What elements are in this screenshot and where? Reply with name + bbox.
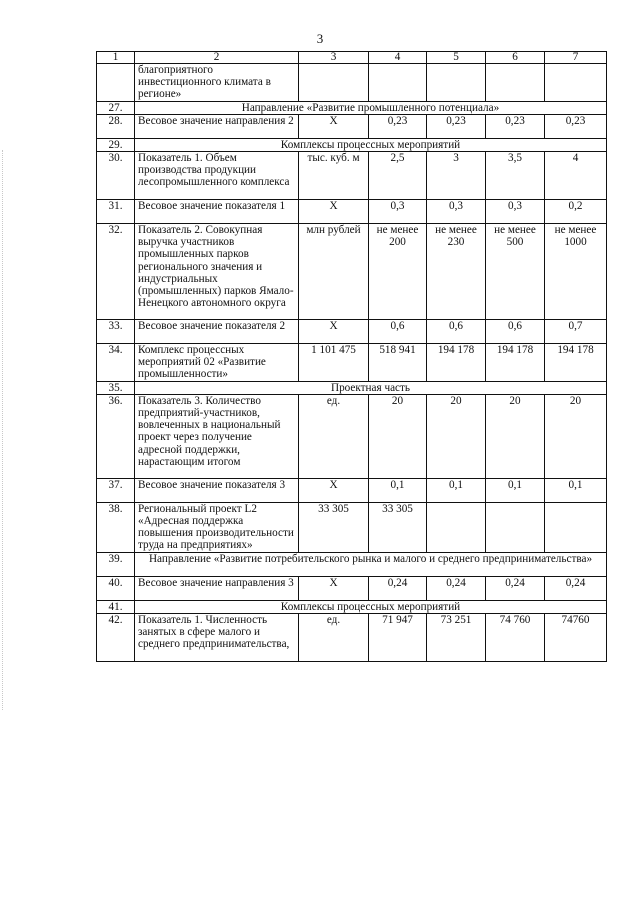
value-cell: 3,5 xyxy=(486,152,545,200)
value-cell: 0,6 xyxy=(486,320,545,344)
value-cell: 0,1 xyxy=(369,478,427,502)
section-heading: Комплексы процессных мероприятий xyxy=(135,600,607,613)
value-cell: 20 xyxy=(486,394,545,478)
value-cell: 20 xyxy=(369,394,427,478)
row-number: 36. xyxy=(97,394,135,478)
value-cell: не менее 500 xyxy=(486,224,545,320)
table-row xyxy=(97,320,607,344)
indicator-name-cell: Комплекс процессных мероприятий 02 «Развитие промышленности» xyxy=(135,344,299,382)
section-row xyxy=(97,600,607,613)
unit-cell: млн рублей xyxy=(299,224,369,320)
header-cell: 7 xyxy=(545,52,607,64)
value-cell xyxy=(486,64,545,102)
header-cell: 2 xyxy=(135,52,299,64)
header-cell: 3 xyxy=(299,52,369,64)
row-number: 38. xyxy=(97,502,135,552)
unit-cell: ед. xyxy=(299,394,369,478)
row-number: 33. xyxy=(97,320,135,344)
value-cell: 0,24 xyxy=(427,576,486,600)
value-cell: 0,6 xyxy=(427,320,486,344)
value-cell: 194 178 xyxy=(545,344,607,382)
row-number: 28. xyxy=(97,114,135,138)
row-number: 41. xyxy=(97,600,135,613)
value-cell: не менее 230 xyxy=(427,224,486,320)
unit-cell: 33 305 xyxy=(299,502,369,552)
indicator-name-cell: Показатель 1. Объем производства продукции лесопромышленного комплекса xyxy=(135,152,299,200)
value-cell: 2,5 xyxy=(369,152,427,200)
row-number xyxy=(97,64,135,102)
row-number: 35. xyxy=(97,381,135,394)
table-row xyxy=(97,224,607,320)
value-cell: не менее 1000 xyxy=(545,224,607,320)
value-cell: 74 760 xyxy=(486,613,545,661)
table-row xyxy=(97,344,607,382)
value-cell: 0,3 xyxy=(486,200,545,224)
value-cell xyxy=(486,502,545,552)
unit-cell: X xyxy=(299,478,369,502)
row-number: 42. xyxy=(97,613,135,661)
value-cell: 0,7 xyxy=(545,320,607,344)
value-cell: 0,23 xyxy=(369,114,427,138)
table-row xyxy=(97,152,607,200)
row-number: 40. xyxy=(97,576,135,600)
row-number: 30. xyxy=(97,152,135,200)
margin-marks xyxy=(2,150,9,710)
section-row xyxy=(97,552,607,576)
section-heading: Направление «Развитие потребительского рынка и малого и среднего предпринимательства» xyxy=(135,552,607,576)
value-cell: 0,23 xyxy=(545,114,607,138)
value-cell: 0,24 xyxy=(545,576,607,600)
value-cell xyxy=(369,64,427,102)
indicator-name-cell: Весовое значение показателя 3 xyxy=(135,478,299,502)
row-number: 32. xyxy=(97,224,135,320)
section-row xyxy=(97,138,607,151)
indicator-name-cell: Весовое значение показателя 1 xyxy=(135,200,299,224)
header-cell: 4 xyxy=(369,52,427,64)
table-row xyxy=(97,478,607,502)
unit-cell: ед. xyxy=(299,613,369,661)
indicator-name-cell: Показатель 2. Совокупная выручка участников промышленных парков регионального значения и индустриальных (промышленных) парков Ямало-Ненецкого автономного округа xyxy=(135,224,299,320)
value-cell xyxy=(545,502,607,552)
unit-cell: 1 101 475 xyxy=(299,344,369,382)
value-cell: 20 xyxy=(427,394,486,478)
indicator-name-cell: Показатель 3. Количество предприятий-участников, вовлеченных в национальный проект через получение адресной поддержки, нарастающим итогом xyxy=(135,394,299,478)
row-number: 37. xyxy=(97,478,135,502)
value-cell xyxy=(427,64,486,102)
table-row xyxy=(97,64,607,102)
value-cell: 0,1 xyxy=(486,478,545,502)
value-cell: 0,3 xyxy=(427,200,486,224)
indicator-name-cell: Весовое значение направления 3 xyxy=(135,576,299,600)
header-cell: 5 xyxy=(427,52,486,64)
unit-cell: тыс. куб. м xyxy=(299,152,369,200)
value-cell: 74760 xyxy=(545,613,607,661)
row-number: 31. xyxy=(97,200,135,224)
value-cell: 0,24 xyxy=(369,576,427,600)
value-cell: 0,23 xyxy=(427,114,486,138)
value-cell: 0,2 xyxy=(545,200,607,224)
value-cell: 0,24 xyxy=(486,576,545,600)
table-row xyxy=(97,502,607,552)
unit-cell: X xyxy=(299,320,369,344)
unit-cell xyxy=(299,64,369,102)
header-row xyxy=(97,52,607,64)
value-cell: 194 178 xyxy=(427,344,486,382)
section-row xyxy=(97,381,607,394)
header-cell: 6 xyxy=(486,52,545,64)
value-cell: 71 947 xyxy=(369,613,427,661)
table-row xyxy=(97,200,607,224)
indicator-name-cell: Весовое значение направления 2 xyxy=(135,114,299,138)
value-cell: 0,1 xyxy=(545,478,607,502)
data-table xyxy=(96,51,607,662)
value-cell: не менее 200 xyxy=(369,224,427,320)
table-row xyxy=(97,394,607,478)
row-number: 34. xyxy=(97,344,135,382)
table-row xyxy=(97,613,607,661)
indicator-name-cell: благоприятного инвестиционного климата в регионе» xyxy=(135,64,299,102)
section-heading: Проектная часть xyxy=(135,381,607,394)
section-heading: Направление «Развитие промышленного потенциала» xyxy=(135,101,607,114)
table-row xyxy=(97,114,607,138)
value-cell xyxy=(545,64,607,102)
indicator-name-cell: Региональный проект L2 «Адресная поддержка повышения производительности труда на предприятиях» xyxy=(135,502,299,552)
value-cell: 33 305 xyxy=(369,502,427,552)
row-number: 39. xyxy=(97,552,135,576)
unit-cell: X xyxy=(299,200,369,224)
value-cell xyxy=(427,502,486,552)
page-number: 3 xyxy=(316,31,324,46)
row-number: 29. xyxy=(97,138,135,151)
indicator-name-cell: Показатель 1. Численность занятых в сфере малого и среднего предпринимательства, xyxy=(135,613,299,661)
section-row xyxy=(97,101,607,114)
value-cell: 73 251 xyxy=(427,613,486,661)
value-cell: 0,3 xyxy=(369,200,427,224)
indicator-name-cell: Весовое значение показателя 2 xyxy=(135,320,299,344)
value-cell: 0,6 xyxy=(369,320,427,344)
section-heading: Комплексы процессных мероприятий xyxy=(135,138,607,151)
value-cell: 20 xyxy=(545,394,607,478)
value-cell: 0,1 xyxy=(427,478,486,502)
header-cell: 1 xyxy=(97,52,135,64)
row-number: 27. xyxy=(97,101,135,114)
value-cell: 3 xyxy=(427,152,486,200)
value-cell: 4 xyxy=(545,152,607,200)
value-cell: 518 941 xyxy=(369,344,427,382)
value-cell: 0,23 xyxy=(486,114,545,138)
unit-cell: X xyxy=(299,576,369,600)
value-cell: 194 178 xyxy=(486,344,545,382)
table-row xyxy=(97,576,607,600)
unit-cell: X xyxy=(299,114,369,138)
